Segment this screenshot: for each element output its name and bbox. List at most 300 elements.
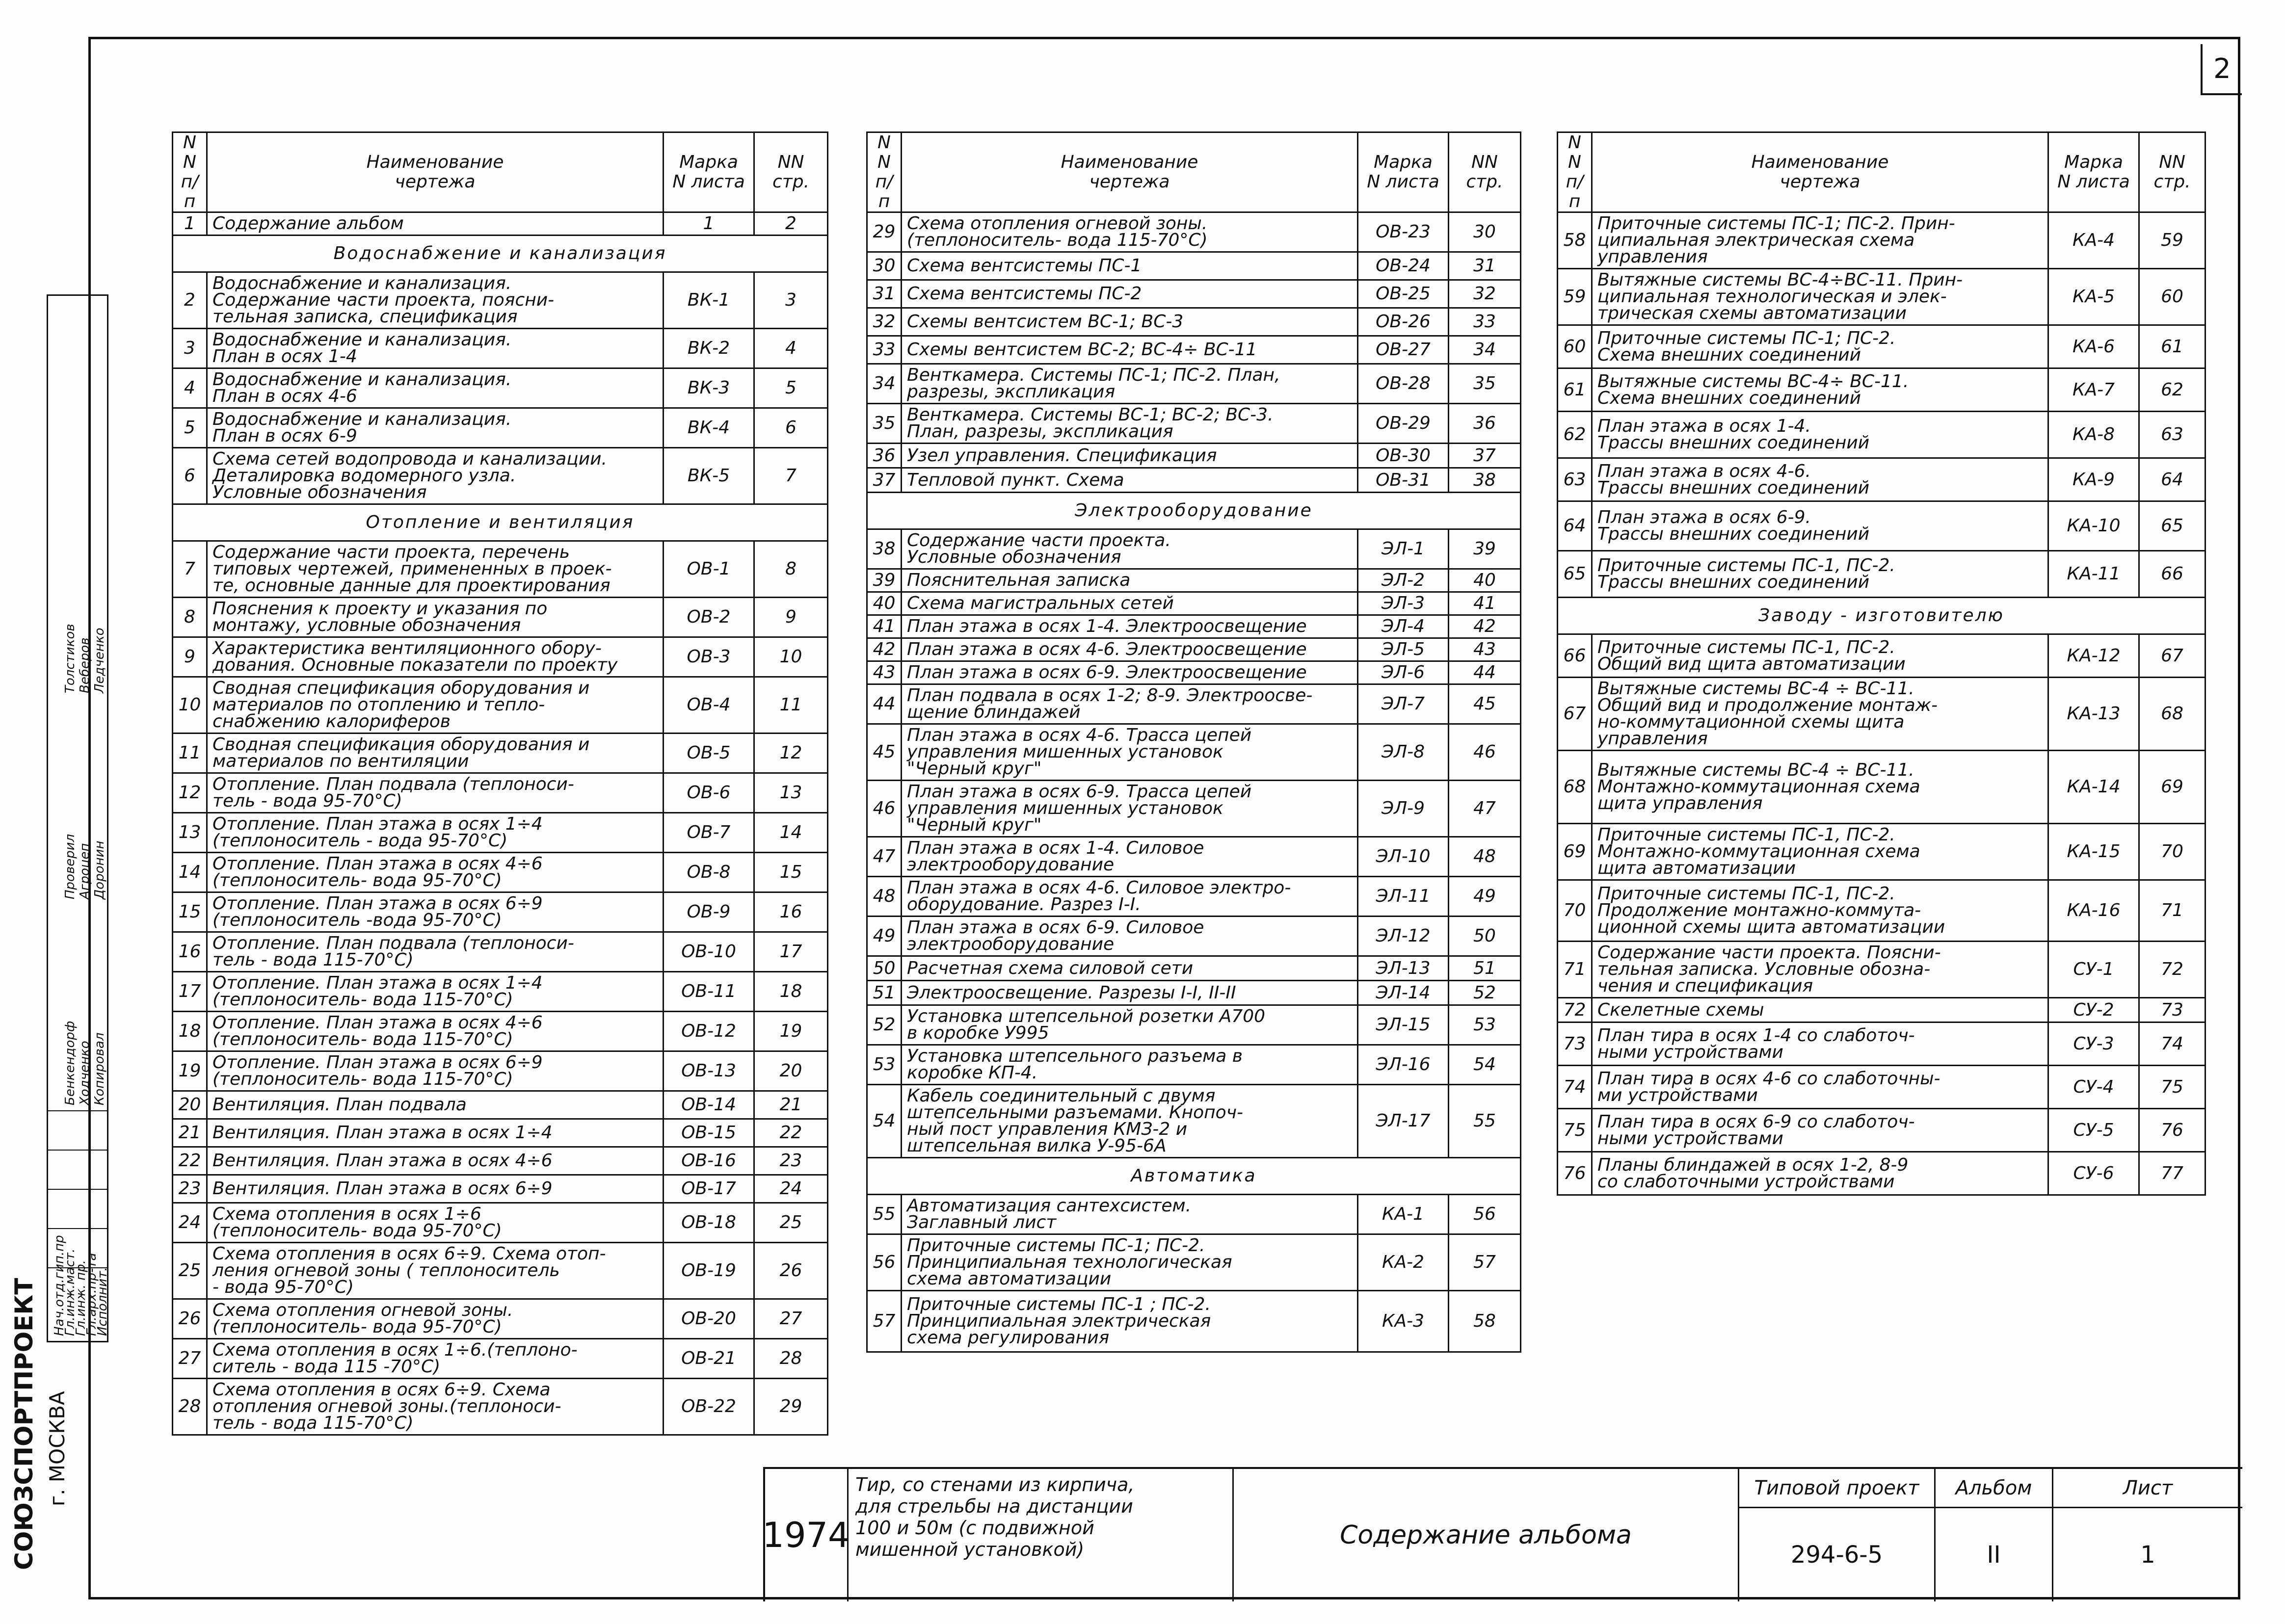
row-name: План этажа в осях 4-6. Электроосвещение [902, 638, 1358, 661]
table-row [173, 892, 828, 932]
row-mark: ОВ-16 [664, 1147, 754, 1175]
row-name: Схема отопления в осях 1÷6.(теплоно- ситель - вода 115 -70°С) [207, 1339, 664, 1379]
row-name: Отопление. План этажа в осях 1÷4 (теплоноситель- вода 115-70°С) [207, 972, 664, 1012]
row-mark: КА-2 [1358, 1234, 1449, 1291]
row-mark: ОВ-28 [1358, 364, 1449, 404]
row-number: 33 [867, 336, 902, 364]
table-row [173, 1012, 828, 1051]
section-heading-row [867, 1158, 1521, 1195]
row-name: Пояснительная записка [902, 569, 1358, 592]
row-page: 36 [1449, 404, 1521, 444]
row-number: 70 [1558, 880, 1592, 942]
row-name: Сводная спецификация оборудования и материалов по вентиляции [207, 733, 664, 773]
row-page: 39 [1449, 529, 1521, 569]
row-mark: ОВ-15 [664, 1119, 754, 1147]
row-mark: КА-5 [2048, 269, 2139, 325]
row-number: 51 [867, 981, 902, 1005]
header-name: Наименование чертежа [902, 132, 1358, 212]
row-page: 64 [2139, 458, 2205, 501]
row-name: Отопление. План этажа в осях 6÷9 (теплоноситель -вода 95-70°С) [207, 892, 664, 932]
row-name: Схема магистральных сетей [902, 592, 1358, 615]
table-row [867, 444, 1521, 468]
table-row [867, 837, 1521, 877]
table-row [1558, 1066, 2205, 1109]
signature-name: Ходченко [78, 1041, 92, 1105]
table-row [173, 1119, 828, 1147]
row-page: 41 [1449, 592, 1521, 615]
row-name: Приточные системы ПС-1, ПС-2. Трассы внешних соединений [1592, 551, 2048, 598]
row-page: 47 [1449, 781, 1521, 837]
sheet-number: 2 [2201, 44, 2242, 95]
row-mark: ЭЛ-13 [1358, 956, 1449, 981]
row-name: Приточные системы ПС-1, ПС-2. Общий вид щита автоматизации [1592, 634, 2048, 678]
row-name: План этажа в осях 4-6. Силовое электро- оборудование. Разрез I-I. [902, 877, 1358, 917]
row-mark: СУ-2 [2048, 998, 2139, 1022]
album-cell [1936, 1469, 2053, 1601]
row-page: 33 [1449, 308, 1521, 336]
row-number: 6 [173, 448, 207, 504]
row-number: 21 [173, 1119, 207, 1147]
row-page: 76 [2139, 1109, 2205, 1152]
row-name: План этажа в осях 4-6. Трассы внешних соединений [1592, 458, 2048, 501]
row-page: 28 [754, 1339, 828, 1379]
row-page: 37 [1449, 444, 1521, 468]
row-name: Схема вентсистемы ПС-1 [902, 252, 1358, 280]
row-number: 20 [173, 1091, 207, 1119]
table-row [173, 1175, 828, 1203]
table-row [173, 637, 828, 677]
row-page: 58 [1449, 1291, 1521, 1352]
section-heading: Отопление и вентиляция [173, 504, 828, 541]
row-number: 11 [173, 733, 207, 773]
table-row [173, 368, 828, 408]
row-mark: ОВ-4 [664, 677, 754, 733]
row-name: План этажа в осях 1-4. Трассы внешних соединений [1592, 412, 2048, 458]
row-name: Отопление. План подвала (теплоноси- тель - вода 95-70°С) [207, 773, 664, 813]
row-mark: ОВ-26 [1358, 308, 1449, 336]
row-number: 52 [867, 1005, 902, 1045]
row-name: Вытяжные системы ВС-4 ÷ ВС-11. Монтажно-коммутационная схема щита управления [1592, 751, 2048, 824]
table-row [867, 638, 1521, 661]
row-mark: КА-16 [2048, 880, 2139, 942]
row-page: 48 [1449, 837, 1521, 877]
table-row [867, 956, 1521, 981]
header-page: NN стр. [754, 132, 828, 212]
section-heading-row [173, 504, 828, 541]
album-number: II [1987, 1541, 2001, 1569]
row-page: 38 [1449, 468, 1521, 493]
row-number: 32 [867, 308, 902, 336]
row-number: 12 [173, 773, 207, 813]
row-number: 28 [173, 1379, 207, 1435]
row-page: 56 [1449, 1195, 1521, 1234]
row-number: 17 [173, 972, 207, 1012]
row-mark: ЭЛ-9 [1358, 781, 1449, 837]
signature-name: Копировал [92, 1032, 107, 1105]
table-row [173, 1051, 828, 1091]
row-number: 72 [1558, 998, 1592, 1022]
row-name: Установка штепсельного разъема в коробке КП-4. [902, 1045, 1358, 1085]
table-row [173, 598, 828, 637]
row-mark: КА-7 [2048, 368, 2139, 412]
header-page: NN стр. [1449, 132, 1521, 212]
row-page: 21 [754, 1091, 828, 1119]
table-row [1558, 998, 2205, 1022]
row-mark: ЭЛ-1 [1358, 529, 1449, 569]
row-number: 46 [867, 781, 902, 837]
row-number: 58 [1558, 212, 1592, 269]
table-row [867, 529, 1521, 569]
row-mark: КА-10 [2048, 501, 2139, 551]
row-name: План этажа в осях 6-9. Электроосвещение [902, 661, 1358, 684]
table-row [1558, 678, 2205, 751]
signature-row-line [48, 1110, 107, 1111]
row-name: Вытяжные системы ВС-4÷ВС-11. Прин- ципиальная технологическая и элек- трическая схемы автоматизации [1592, 269, 2048, 325]
row-number: 40 [867, 592, 902, 615]
section-heading-row [867, 493, 1521, 529]
row-page: 51 [1449, 956, 1521, 981]
row-mark: КА-3 [1358, 1291, 1449, 1352]
header-mark: Марка N листа [2048, 132, 2139, 212]
row-page: 75 [2139, 1066, 2205, 1109]
header-number: N N п/п [173, 132, 207, 212]
row-mark: ОВ-20 [664, 1299, 754, 1339]
row-mark: СУ-3 [2048, 1022, 2139, 1066]
row-number: 9 [173, 637, 207, 677]
row-name: План этажа в осях 6-9. Трасса цепей управления мишенных установок "Черный круг" [902, 781, 1358, 837]
row-page: 17 [754, 932, 828, 972]
row-name: Сводная спецификация оборудования и материалов по отоплению и тепло- снабжению калориферов [207, 677, 664, 733]
row-page: 27 [754, 1299, 828, 1339]
row-mark: ОВ-24 [1358, 252, 1449, 280]
row-mark: ОВ-12 [664, 1012, 754, 1051]
table-row [1558, 824, 2205, 880]
row-number: 18 [173, 1012, 207, 1051]
header-mark: Марка N листа [1358, 132, 1449, 212]
row-mark: ОВ-22 [664, 1379, 754, 1435]
row-page: 6 [754, 408, 828, 448]
row-page: 20 [754, 1051, 828, 1091]
row-number: 35 [867, 404, 902, 444]
signature-row-line [48, 1228, 107, 1229]
row-page: 66 [2139, 551, 2205, 598]
row-name: Пояснения к проекту и указания по монтажу, условные обозначения [207, 598, 664, 637]
row-mark: СУ-6 [2048, 1152, 2139, 1195]
row-mark: ВК-1 [664, 272, 754, 329]
signature-row-line [48, 1150, 107, 1151]
table-row [173, 329, 828, 368]
table-row [867, 1291, 1521, 1352]
row-name: Отопление. План этажа в осях 4÷6 (теплоноситель- вода 115-70°С) [207, 1012, 664, 1051]
row-page: 54 [1449, 1045, 1521, 1085]
table-row [173, 813, 828, 853]
row-name: Схема отопления огневой зоны. (теплоноситель- вода 95-70°С) [207, 1299, 664, 1339]
row-number: 59 [1558, 269, 1592, 325]
row-name: Отопление. План подвала (теплоноси- тель - вода 115-70°С) [207, 932, 664, 972]
sheet-value: 1 [2140, 1541, 2155, 1569]
row-number: 65 [1558, 551, 1592, 598]
row-name: Отопление. План этажа в осях 4÷6 (теплоноситель- вода 95-70°С) [207, 853, 664, 892]
row-number: 29 [867, 212, 902, 252]
row-mark: ВК-4 [664, 408, 754, 448]
table-row [1558, 942, 2205, 998]
table-row [173, 1379, 828, 1435]
row-page: 50 [1449, 917, 1521, 956]
row-mark: ОВ-9 [664, 892, 754, 932]
table-header-row [173, 132, 828, 212]
row-mark: ОВ-13 [664, 1051, 754, 1091]
row-mark: ЭЛ-7 [1358, 684, 1449, 724]
row-page: 34 [1449, 336, 1521, 364]
row-page: 73 [2139, 998, 2205, 1022]
row-number: 69 [1558, 824, 1592, 880]
row-number: 2 [173, 272, 207, 329]
row-number: 3 [173, 329, 207, 368]
project-number: 294-6-5 [1790, 1541, 1883, 1569]
table-row [1558, 1022, 2205, 1066]
row-number: 48 [867, 877, 902, 917]
signature-role: Исполнит. [95, 1267, 110, 1336]
row-number: 60 [1558, 325, 1592, 368]
table-header-row [1558, 132, 2205, 212]
row-number: 64 [1558, 501, 1592, 551]
table-row [867, 308, 1521, 336]
row-name: Вытяжные системы ВС-4÷ ВС-11. Схема внешних соединений [1592, 368, 2048, 412]
signature-role: Гл.арх.пр-та [84, 1253, 99, 1336]
row-page: 10 [754, 637, 828, 677]
row-name: Вытяжные системы ВС-4 ÷ ВС-11. Общий вид и продолжение монтаж- но-коммутационной схемы щита управления [1592, 678, 2048, 751]
table-row [173, 1203, 828, 1243]
row-number: 7 [173, 541, 207, 598]
row-name: Содержание части проекта, перечень типовых чертежей, примененных в проек- те, основные данные для проектирования [207, 541, 664, 598]
row-name: Приточные системы ПС-1; ПС-2. Принципиальная технологическая схема автоматизации [902, 1234, 1358, 1291]
table-row [867, 661, 1521, 684]
row-page: 2 [754, 212, 828, 236]
row-number: 22 [173, 1147, 207, 1175]
row-mark: ОВ-1 [664, 541, 754, 598]
row-page: 46 [1449, 724, 1521, 781]
row-page: 40 [1449, 569, 1521, 592]
table-row [173, 1091, 828, 1119]
row-page: 13 [754, 773, 828, 813]
header-name: Наименование чертежа [207, 132, 664, 212]
row-name: План тира в осях 1-4 со слаботоч- ными устройствами [1592, 1022, 2048, 1066]
table-row [867, 981, 1521, 1005]
signature-name: Толстиков [63, 624, 78, 693]
row-number: 62 [1558, 412, 1592, 458]
row-number: 41 [867, 615, 902, 638]
row-page: 55 [1449, 1085, 1521, 1158]
row-mark: КА-12 [2048, 634, 2139, 678]
row-mark: ЭЛ-14 [1358, 981, 1449, 1005]
row-page: 42 [1449, 615, 1521, 638]
row-mark: ОВ-23 [1358, 212, 1449, 252]
row-name: План этажа в осях 1-4. Силовое электрооборудование [902, 837, 1358, 877]
row-name: Водоснабжение и канализация. Содержание части проекта, поясни- тельная записка, спецификация [207, 272, 664, 329]
table-row [1558, 212, 2205, 269]
row-number: 67 [1558, 678, 1592, 751]
table-row [867, 1005, 1521, 1045]
section-heading: Водоснабжение и канализация [173, 236, 828, 272]
row-name: Отопление. План этажа в осях 1÷4 (теплоноситель - вода 95-70°С) [207, 813, 664, 853]
title-description: Тир, со стенами из кирпича, для стрельбы на дистанции 100 и 50м (с подвижной мишенной установкой) [849, 1469, 1234, 1601]
signature-name: Проверил [63, 834, 78, 899]
row-mark: СУ-1 [2048, 942, 2139, 998]
row-page: 77 [2139, 1152, 2205, 1195]
row-mark: ОВ-25 [1358, 280, 1449, 308]
row-name: Схема вентсистемы ПС-2 [902, 280, 1358, 308]
table-row [173, 733, 828, 773]
row-number: 44 [867, 684, 902, 724]
row-mark: ЭЛ-4 [1358, 615, 1449, 638]
row-mark: СУ-4 [2048, 1066, 2139, 1109]
row-mark: ОВ-11 [664, 972, 754, 1012]
signature-name: Бенкендорф [63, 1021, 78, 1105]
row-number: 71 [1558, 942, 1592, 998]
table-row [1558, 269, 2205, 325]
row-page: 23 [754, 1147, 828, 1175]
row-mark: ЭЛ-12 [1358, 917, 1449, 956]
row-name: Вентиляция. План этажа в осях 6÷9 [207, 1175, 664, 1203]
row-mark: ЭЛ-2 [1358, 569, 1449, 592]
row-number: 13 [173, 813, 207, 853]
table-row [1558, 634, 2205, 678]
row-name: Схемы вентсистем ВС-1; ВС-3 [902, 308, 1358, 336]
row-name: Венткамера. Системы ВС-1; ВС-2; ВС-3. План, разрезы, экспликация [902, 404, 1358, 444]
row-mark: ВК-3 [664, 368, 754, 408]
row-mark: ЭЛ-8 [1358, 724, 1449, 781]
row-page: 7 [754, 448, 828, 504]
row-page: 45 [1449, 684, 1521, 724]
row-page: 69 [2139, 751, 2205, 824]
row-mark: ВК-5 [664, 448, 754, 504]
table-row [1558, 1109, 2205, 1152]
album-label: Альбом [1936, 1469, 2052, 1508]
row-mark: ОВ-30 [1358, 444, 1449, 468]
row-number: 66 [1558, 634, 1592, 678]
sheet-cell [2053, 1469, 2242, 1601]
row-page: 62 [2139, 368, 2205, 412]
row-mark: ОВ-31 [1358, 468, 1449, 493]
row-mark: ОВ-27 [1358, 336, 1449, 364]
row-mark: ОВ-8 [664, 853, 754, 892]
row-page: 74 [2139, 1022, 2205, 1066]
table-row [867, 1195, 1521, 1234]
index-table-2 [866, 131, 1521, 1353]
row-page: 15 [754, 853, 828, 892]
row-number: 25 [173, 1243, 207, 1299]
signature-name: Ледченко [92, 628, 107, 693]
table-row [1558, 368, 2205, 412]
row-mark: 1 [664, 212, 754, 236]
row-number: 47 [867, 837, 902, 877]
row-mark: КА-1 [1358, 1195, 1449, 1234]
row-mark: ЭЛ-16 [1358, 1045, 1449, 1085]
row-name: Водоснабжение и канализация. План в осях 1-4 [207, 329, 664, 368]
row-name: Схема отопления огневой зоны. (теплоноситель- вода 115-70°С) [902, 212, 1358, 252]
table-row [867, 1085, 1521, 1158]
row-mark: ОВ-10 [664, 932, 754, 972]
sheet-label: Лист [2053, 1469, 2242, 1508]
header-mark: Марка N листа [664, 132, 754, 212]
header-number: N N п/п [1558, 132, 1592, 212]
row-mark: ОВ-18 [664, 1203, 754, 1243]
row-number: 42 [867, 638, 902, 661]
signature-role: Гл.инж. пр. [74, 1260, 88, 1336]
row-name: Электроосвещение. Разрезы I-I, II-II [902, 981, 1358, 1005]
row-page: 49 [1449, 877, 1521, 917]
row-number: 49 [867, 917, 902, 956]
signature-role: Нач.отд.гип.пр [52, 1235, 67, 1336]
row-number: 27 [173, 1339, 207, 1379]
row-page: 67 [2139, 634, 2205, 678]
row-mark: ЭЛ-10 [1358, 837, 1449, 877]
row-mark: ЭЛ-11 [1358, 877, 1449, 917]
row-page: 65 [2139, 501, 2205, 551]
project-label: Типовой проект [1739, 1469, 1934, 1508]
row-page: 30 [1449, 212, 1521, 252]
row-page: 53 [1449, 1005, 1521, 1045]
header-number: N N п/п [867, 132, 902, 212]
row-number: 10 [173, 677, 207, 733]
table-row [867, 569, 1521, 592]
row-name: Вентиляция. План этажа в осях 4÷6 [207, 1147, 664, 1175]
row-page: 31 [1449, 252, 1521, 280]
row-page: 68 [2139, 678, 2205, 751]
signature-name: Веберов [78, 637, 92, 693]
row-page: 22 [754, 1119, 828, 1147]
row-number: 26 [173, 1299, 207, 1339]
table-row [1558, 325, 2205, 368]
row-mark: КА-13 [2048, 678, 2139, 751]
row-number: 55 [867, 1195, 902, 1234]
row-name: Содержание части проекта. Условные обозначения [902, 529, 1358, 569]
row-mark: КА-14 [2048, 751, 2139, 824]
row-number: 73 [1558, 1022, 1592, 1066]
row-number: 53 [867, 1045, 902, 1085]
table-row [867, 280, 1521, 308]
section-heading: Электрооборудование [867, 493, 1521, 529]
row-page: 18 [754, 972, 828, 1012]
row-number: 39 [867, 569, 902, 592]
section-heading: Автоматика [867, 1158, 1521, 1195]
header-name: Наименование чертежа [1592, 132, 2048, 212]
table-row [1558, 880, 2205, 942]
table-row [173, 1339, 828, 1379]
organization-name: СОЮЗСПОРТПРОЕКТ [10, 1278, 38, 1570]
row-number: 61 [1558, 368, 1592, 412]
row-number: 16 [173, 932, 207, 972]
section-heading-row [173, 236, 828, 272]
row-number: 76 [1558, 1152, 1592, 1195]
row-name: Тепловой пункт. Схема [902, 468, 1358, 493]
row-name: Венткамера. Системы ПС-1; ПС-2. План, разрезы, экспликация [902, 364, 1358, 404]
table-row [173, 1299, 828, 1339]
table-row [867, 917, 1521, 956]
row-page: 16 [754, 892, 828, 932]
row-page: 3 [754, 272, 828, 329]
document-title: Содержание альбома [1234, 1469, 1739, 1601]
signature-role: Гл.инж.маст. [63, 1248, 78, 1336]
row-page: 9 [754, 598, 828, 637]
row-mark: ОВ-19 [664, 1243, 754, 1299]
row-name: Кабель соединительный с двумя штепсельными разъемами. Кнопоч- ный пост управления КМЗ-2 и штепсельная вилка У-95-6А [902, 1085, 1358, 1158]
row-name: Схема отопления в осях 6÷9. Схема отопления огневой зоны.(теплоноси- тель - вода 115-70°С) [207, 1379, 664, 1435]
row-name: Приточные системы ПС-1, ПС-2. Продолжение монтажно-коммута- ционной схемы щита автоматизации [1592, 880, 2048, 942]
row-mark: ОВ-17 [664, 1175, 754, 1203]
row-number: 5 [173, 408, 207, 448]
row-page: 12 [754, 733, 828, 773]
